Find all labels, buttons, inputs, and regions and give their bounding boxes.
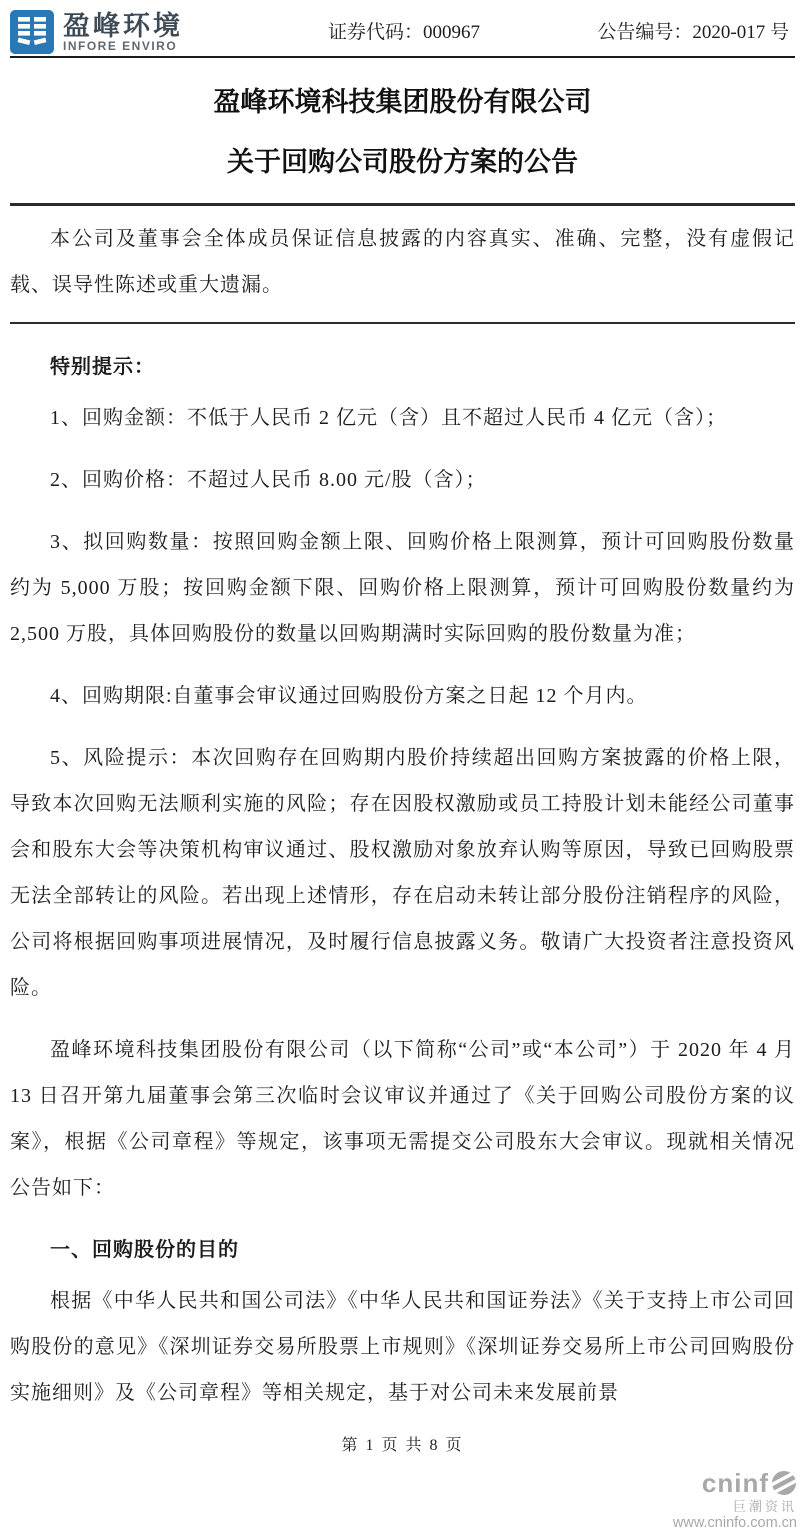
header-codes [310,17,791,48]
watermark-url: www.cninfo.com.cn [672,1515,797,1532]
cninfo-globe-icon [771,1470,797,1496]
section-1-paragraph: 根据《中华人民共和国公司法》《中华人民共和国证券法》《关于支持上市公司回购股份的意见》《深圳证券交易所股票上市规则》《深圳证券交易所上市公司回购股份实施细则》及《公司章程》等相关规定，基于对公司未来发展前景 [10,1290,795,1404]
watermark-brand-text: cninf [701,1468,769,1499]
special-notice-item-2: 2、回购价格：不超过人民币 8.00 元/股（含）； [50,469,487,491]
document-title-line1: 盈峰环境科技集团股份有限公司 [213,87,592,117]
logo-company-name-en: INFORE ENVIRO [63,38,178,53]
disclaimer-paragraph: 本公司及董事会全体成员保证信息披露的内容真实、准确、完整，没有虚假记载、误导性陈述或重大遗漏。 [10,203,795,324]
section-1-heading: 一、回购股份的目的 [50,1239,239,1261]
infore-enviro-logo-icon [10,10,54,54]
company-logo [10,10,310,54]
cninfo-watermark [673,1469,797,1532]
stock-code: 证券代码：000967 [328,21,481,43]
document-header [10,0,795,58]
watermark-cn-name: 巨潮资讯 [732,1498,797,1514]
special-notice-item-1: 1、回购金额：不低于人民币 2 亿元（含）且不超过人民币 4 亿元（含）； [50,407,727,429]
logo-company-name-cn: 盈峰环境 [63,10,183,41]
logo-text [63,12,183,53]
page-indicator: 第 1 页 共 8 页 [341,1437,464,1454]
watermark-brand-row [673,1469,797,1498]
special-notice-item-5: 5、风险提示：本次回购存在回购期内股价持续超出回购方案披露的价格上限，导致本次回购无法顺利实施的风险；存在因股权激励或员工持股计划未能经公司董事会和股东大会等决策机构审议通过、股权激励对象放弃认购等原因，导致已回购股票无法全部转让的风险。若出现上述情形，存在启动未转让部分股份注销程序的风险，公司将根据回购事项进展情况，及时履行信息披露义务。敬请广大投资者注意投资风险。 [10,747,795,999]
intro-paragraph: 盈峰环境科技集团股份有限公司（以下简称“公司”或“本公司”）于 2020 年 4 月 13 日召开第九届董事会第三次临时会议审议并通过了《关于回购公司股份方案的议案》，根据《公司章程》等规定，该事项无需提交公司股东大会审议。现就相关情况公告如下： [10,1039,795,1199]
document-title [10,80,795,179]
special-notice-item-4: 4、回购期限:自董事会审议通过回购股份方案之日起 12 个月内。 [50,685,648,707]
special-notice-heading: 特别提示： [50,356,155,378]
special-notice-item-3: 3、拟回购数量：按照回购金额上限、回购价格上限测算，预计可回购股份数量约为 5,000 万股；按回购金额下限、回购价格上限测算，预计可回购股份数量约为 2,500 万股，具体回购股份的数量以回购期满时实际回购的股份数量为准； [10,531,795,645]
announcement-number: 公告编号：2020-017 号 [597,21,789,43]
document-title-line2: 关于回购公司股份方案的公告 [227,147,578,177]
